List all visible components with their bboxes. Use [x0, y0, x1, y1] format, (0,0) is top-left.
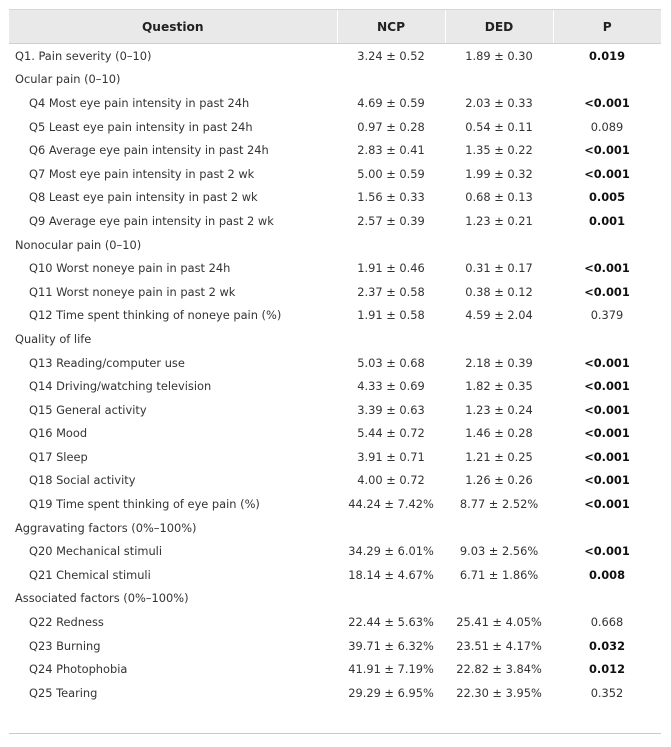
ded-cell — [445, 68, 553, 92]
question-cell: Q6 Average eye pain intensity in past 24h — [29, 143, 269, 158]
ded-cell: 1.99 ± 0.32 — [465, 166, 533, 181]
table-row — [9, 563, 661, 587]
question-cell: Q21 Chemical stimuli — [29, 567, 151, 582]
p-value-cell: 0.032 — [588, 638, 626, 653]
table-body — [9, 44, 661, 705]
section-label: Ocular pain (0–10) — [15, 72, 121, 87]
ncp-cell: 39.71 ± 6.32% — [348, 638, 434, 653]
results-table — [9, 10, 661, 705]
ncp-cell: 1.56 ± 0.33 — [357, 190, 425, 205]
table-row — [9, 610, 661, 634]
table-row — [9, 539, 661, 563]
question-cell: Q5 Least eye pain intensity in past 24h — [29, 119, 253, 134]
question-cell: Q23 Burning — [29, 638, 101, 653]
ded-cell — [445, 587, 553, 611]
table-row — [9, 398, 661, 422]
p-value-cell: 0.089 — [590, 119, 624, 134]
ded-cell: 23.51 ± 4.17% — [456, 638, 542, 653]
p-value-cell: 0.668 — [590, 615, 624, 630]
question-cell: Q11 Worst noneye pain in past 2 wk — [29, 284, 236, 299]
ded-cell: 1.23 ± 0.24 — [465, 402, 533, 417]
ded-cell — [445, 233, 553, 257]
ded-cell: 1.89 ± 0.30 — [465, 48, 533, 63]
ded-cell: 9.03 ± 2.56% — [459, 544, 539, 559]
section-label: Q1. Pain severity (0–10) — [15, 48, 152, 63]
table-row — [9, 304, 661, 328]
table-row — [9, 91, 661, 115]
p-value-cell: 0.001 — [588, 213, 626, 228]
question-cell: Q15 General activity — [29, 402, 147, 417]
table-row — [9, 256, 661, 280]
question-cell: Q22 Redness — [29, 615, 104, 630]
table-row — [9, 209, 661, 233]
ded-cell: 1.26 ± 0.26 — [465, 473, 533, 488]
ded-cell — [445, 516, 553, 540]
header-ded: DED — [445, 10, 553, 44]
ded-cell: 0.38 ± 0.12 — [465, 284, 533, 299]
ded-cell: 0.31 ± 0.17 — [465, 261, 533, 276]
ded-cell: 25.41 ± 4.05% — [456, 615, 542, 630]
p-value-cell: 0.019 — [588, 48, 626, 63]
section-label: Aggravating factors (0%–100%) — [15, 520, 197, 535]
ded-cell: 1.21 ± 0.25 — [465, 449, 533, 464]
p-value-cell: 0.352 — [590, 685, 624, 700]
question-cell: Q24 Photophobia — [29, 662, 128, 677]
question-cell: Q13 Reading/computer use — [29, 355, 185, 370]
p-value-cell — [553, 327, 661, 351]
p-value-cell — [553, 68, 661, 92]
table-row — [9, 115, 661, 139]
ncp-cell: 2.83 ± 0.41 — [357, 143, 425, 158]
question-cell: Q25 Tearing — [29, 685, 98, 700]
ncp-cell: 22.44 ± 5.63% — [348, 615, 434, 630]
ncp-cell: 4.69 ± 0.59 — [357, 95, 425, 110]
ncp-cell — [337, 233, 445, 257]
question-cell: Q12 Time spent thinking of noneye pain (%) — [29, 308, 282, 323]
ncp-cell: 3.24 ± 0.52 — [357, 48, 425, 63]
table-row — [9, 186, 661, 210]
question-cell: Q4 Most eye pain intensity in past 24h — [29, 95, 250, 110]
p-value-cell: <0.001 — [584, 284, 630, 299]
header-p: P — [553, 10, 661, 44]
table-row — [9, 351, 661, 375]
ncp-cell: 41.91 ± 7.19% — [348, 662, 434, 677]
ncp-cell: 1.91 ± 0.46 — [357, 261, 425, 276]
ncp-cell: 2.57 ± 0.39 — [357, 213, 425, 228]
ded-cell: 0.54 ± 0.11 — [465, 119, 533, 134]
section-row — [9, 327, 661, 351]
p-value-cell: <0.001 — [584, 497, 630, 512]
p-value-cell: <0.001 — [584, 355, 630, 370]
ded-cell: 4.59 ± 2.04 — [465, 308, 533, 323]
ncp-cell: 1.91 ± 0.58 — [357, 308, 425, 323]
ded-cell: 0.68 ± 0.13 — [465, 190, 533, 205]
table-row — [9, 162, 661, 186]
p-value-cell: <0.001 — [584, 143, 630, 158]
table-row — [9, 469, 661, 493]
ded-cell: 8.77 ± 2.52% — [459, 497, 539, 512]
p-value-cell: 0.012 — [588, 662, 626, 677]
ncp-cell: 3.39 ± 0.63 — [357, 402, 425, 417]
p-value-cell: 0.379 — [590, 308, 624, 323]
p-value-cell: 0.008 — [588, 567, 626, 582]
ncp-cell: 29.29 ± 6.95% — [348, 685, 434, 700]
question-cell: Q20 Mechanical stimuli — [29, 544, 163, 559]
ded-cell: 6.71 ± 1.86% — [459, 567, 539, 582]
table-row — [9, 280, 661, 304]
ncp-cell — [337, 587, 445, 611]
ded-cell: 1.23 ± 0.21 — [465, 213, 533, 228]
ncp-cell: 3.91 ± 0.71 — [357, 449, 425, 464]
ded-cell: 2.03 ± 0.33 — [465, 95, 533, 110]
p-value-cell: <0.001 — [584, 544, 630, 559]
header-question: Question — [9, 10, 337, 44]
ncp-cell — [337, 68, 445, 92]
header-ncp: NCP — [337, 10, 445, 44]
ncp-cell: 2.37 ± 0.58 — [357, 284, 425, 299]
p-value-cell: <0.001 — [584, 402, 630, 417]
section-row — [9, 587, 661, 611]
question-cell: Q10 Worst noneye pain in past 24h — [29, 261, 231, 276]
table-row — [9, 634, 661, 658]
question-cell: Q7 Most eye pain intensity in past 2 wk — [29, 166, 255, 181]
p-value-cell: 0.005 — [588, 190, 626, 205]
table-row — [9, 492, 661, 516]
question-cell: Q19 Time spent thinking of eye pain (%) — [29, 497, 260, 512]
ded-cell: 1.35 ± 0.22 — [465, 143, 533, 158]
ncp-cell: 4.33 ± 0.69 — [357, 379, 425, 394]
table-bottom-rule — [9, 733, 661, 734]
ncp-cell: 44.24 ± 7.42% — [348, 497, 434, 512]
section-row — [9, 68, 661, 92]
ncp-cell — [337, 516, 445, 540]
p-value-cell: <0.001 — [584, 473, 630, 488]
question-cell: Q14 Driving/watching television — [29, 379, 212, 394]
p-value-cell: <0.001 — [584, 426, 630, 441]
p-value-cell: <0.001 — [584, 261, 630, 276]
table-row — [9, 445, 661, 469]
table-row — [9, 681, 661, 705]
question-cell: Q8 Least eye pain intensity in past 2 wk — [29, 190, 258, 205]
ncp-cell: 5.03 ± 0.68 — [357, 355, 425, 370]
section-label: Quality of life — [15, 331, 92, 346]
ncp-cell: 18.14 ± 4.67% — [348, 567, 434, 582]
section-row — [9, 233, 661, 257]
question-cell: Q16 Mood — [29, 426, 88, 441]
p-value-cell — [553, 233, 661, 257]
ded-cell: 2.18 ± 0.39 — [465, 355, 533, 370]
p-value-cell — [553, 587, 661, 611]
section-label: Associated factors (0%–100%) — [15, 591, 189, 606]
table-row — [9, 374, 661, 398]
ncp-cell: 5.44 ± 0.72 — [357, 426, 425, 441]
p-value-cell: <0.001 — [584, 95, 630, 110]
question-cell: Q18 Social activity — [29, 473, 136, 488]
ded-cell — [445, 327, 553, 351]
question-cell: Q9 Average eye pain intensity in past 2 wk — [29, 213, 274, 228]
ncp-cell: 4.00 ± 0.72 — [357, 473, 425, 488]
ded-cell: 1.46 ± 0.28 — [465, 426, 533, 441]
ded-cell: 22.30 ± 3.95% — [456, 685, 542, 700]
section-label: Nonocular pain (0–10) — [15, 237, 142, 252]
ded-cell: 1.82 ± 0.35 — [465, 379, 533, 394]
p-value-cell: <0.001 — [584, 379, 630, 394]
ncp-cell: 34.29 ± 6.01% — [348, 544, 434, 559]
ded-cell: 22.82 ± 3.84% — [456, 662, 542, 677]
p-value-cell — [553, 516, 661, 540]
table-row — [9, 138, 661, 162]
table-row — [9, 657, 661, 681]
header-row — [9, 10, 661, 44]
ncp-cell: 5.00 ± 0.59 — [357, 166, 425, 181]
ncp-cell: 0.97 ± 0.28 — [357, 119, 425, 134]
section-row — [9, 516, 661, 540]
question-cell: Q17 Sleep — [29, 449, 88, 464]
p-value-cell: <0.001 — [584, 449, 630, 464]
p-value-cell: <0.001 — [584, 166, 630, 181]
table-row — [9, 422, 661, 446]
section-row — [9, 44, 661, 68]
ncp-cell — [337, 327, 445, 351]
